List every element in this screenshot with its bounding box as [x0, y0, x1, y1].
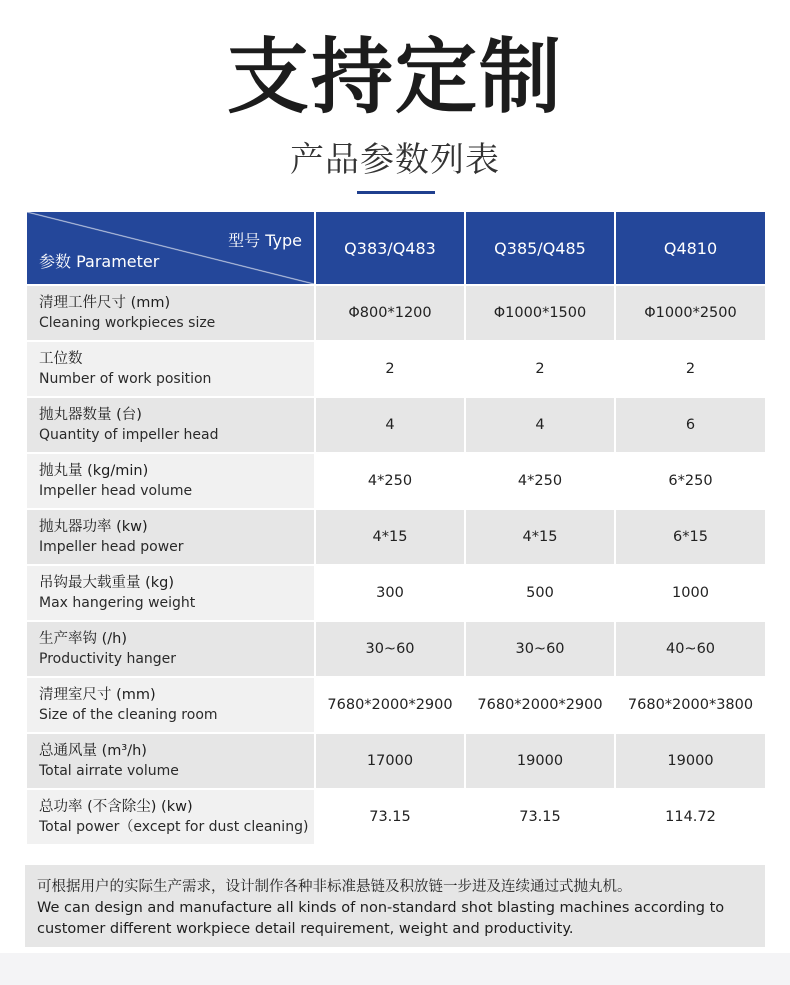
- bottom-band: [0, 953, 790, 985]
- value-cell: 4*250: [315, 453, 465, 509]
- model-header-cell: Q4810: [615, 211, 766, 285]
- value-cell: 7680*2000*2900: [465, 677, 615, 733]
- value-cell: 30~60: [315, 621, 465, 677]
- value-cell: 19000: [615, 733, 766, 789]
- table-row: [26, 621, 766, 677]
- value-cell: 2: [615, 341, 766, 397]
- table-row: [26, 677, 766, 733]
- value-cell: 17000: [315, 733, 465, 789]
- parameter-name-cn: 清理工件尺寸 (mm): [39, 295, 171, 311]
- type-header-label: 型号 Type: [228, 231, 302, 250]
- model-header-cell: Q385/Q485: [465, 211, 615, 285]
- parameter-header-label: 参数 Parameter: [39, 252, 160, 271]
- parameter-cell: [26, 677, 315, 733]
- value-cell: 7680*2000*2900: [315, 677, 465, 733]
- parameter-name-cn: 抛丸器数量 (台): [39, 407, 142, 423]
- table-row: [26, 789, 766, 845]
- value-cell: 7680*2000*3800: [615, 677, 766, 733]
- page-subtitle: 产品参数列表: [290, 140, 500, 180]
- value-cell: 6*15: [615, 509, 766, 565]
- parameter-cell: [26, 733, 315, 789]
- value-cell: 30~60: [465, 621, 615, 677]
- parameter-name-cn: 清理室尺寸 (mm): [39, 687, 156, 703]
- table-header-row: [26, 211, 766, 285]
- parameter-name-en: Size of the cleaning room: [39, 707, 218, 723]
- parameter-cell: [26, 509, 315, 565]
- parameter-cell: [26, 341, 315, 397]
- table-row: [26, 733, 766, 789]
- value-cell: 114.72: [615, 789, 766, 845]
- value-cell: 73.15: [465, 789, 615, 845]
- customization-note: [25, 865, 765, 947]
- parameter-name-cn: 生产率钩 (/h): [39, 631, 127, 647]
- parameter-name-cn: 吊钩最大载重量 (kg): [39, 575, 175, 591]
- table-row: [26, 341, 766, 397]
- title-underline: [357, 191, 435, 194]
- parameter-name-en: Number of work position: [39, 371, 212, 387]
- table-row: [26, 285, 766, 341]
- value-cell: 4: [315, 397, 465, 453]
- parameter-name-en: Total airrate volume: [39, 763, 179, 779]
- value-cell: 6: [615, 397, 766, 453]
- parameter-cell: [26, 621, 315, 677]
- note-english-line-1: We can design and manufacture all kinds of non-standard shot blasting machines according to: [37, 900, 725, 916]
- parameter-cell: [26, 789, 315, 845]
- value-cell: 500: [465, 565, 615, 621]
- value-cell: 4*15: [465, 509, 615, 565]
- parameter-name-cn: 总功率 (不含除尘) (kw): [39, 799, 193, 815]
- value-cell: 2: [315, 341, 465, 397]
- parameter-name-en: Cleaning workpieces size: [39, 315, 216, 331]
- parameter-name-en: Max hangering weight: [39, 595, 196, 611]
- parameter-cell: [26, 565, 315, 621]
- page-title: 支持定制: [226, 30, 563, 125]
- parameter-name-en: Impeller head volume: [39, 483, 193, 499]
- parameter-name-cn: 抛丸器功率 (kw): [39, 519, 148, 535]
- parameter-cell: [26, 397, 315, 453]
- parameter-table: [25, 210, 767, 846]
- value-cell: 73.15: [315, 789, 465, 845]
- table-row: [26, 509, 766, 565]
- value-cell: 4*250: [465, 453, 615, 509]
- parameter-name-en: Quantity of impeller head: [39, 427, 219, 443]
- parameter-name-en: Total power（except for dust cleaning): [39, 819, 309, 835]
- value-cell: Φ800*1200: [315, 285, 465, 341]
- table-body: [26, 285, 766, 845]
- parameter-name-en: Impeller head power: [39, 539, 184, 555]
- parameter-name-cn: 工位数: [39, 351, 83, 367]
- value-cell: 300: [315, 565, 465, 621]
- table-row: [26, 565, 766, 621]
- value-cell: Φ1000*2500: [615, 285, 766, 341]
- value-cell: 2: [465, 341, 615, 397]
- value-cell: 19000: [465, 733, 615, 789]
- model-header-cell: Q383/Q483: [315, 211, 465, 285]
- parameter-name-cn: 总通风量 (m³/h): [39, 743, 147, 759]
- table-row: [26, 397, 766, 453]
- note-chinese: 可根据用户的实际生产需求，设计制作各种非标准悬链及积放链一步进及连续通过式抛丸机。: [37, 879, 632, 895]
- value-cell: 1000: [615, 565, 766, 621]
- value-cell: 4: [465, 397, 615, 453]
- value-cell: 6*250: [615, 453, 766, 509]
- parameter-cell: [26, 285, 315, 341]
- note-english-line-2: customer different workpiece detail requirement, weight and productivity.: [37, 921, 574, 937]
- value-cell: 40~60: [615, 621, 766, 677]
- value-cell: Φ1000*1500: [465, 285, 615, 341]
- value-cell: 4*15: [315, 509, 465, 565]
- parameter-name-cn: 抛丸量 (kg/min): [39, 463, 149, 479]
- parameter-name-en: Productivity hanger: [39, 651, 177, 667]
- table-corner-cell: [26, 211, 315, 285]
- parameter-cell: [26, 453, 315, 509]
- table-row: [26, 453, 766, 509]
